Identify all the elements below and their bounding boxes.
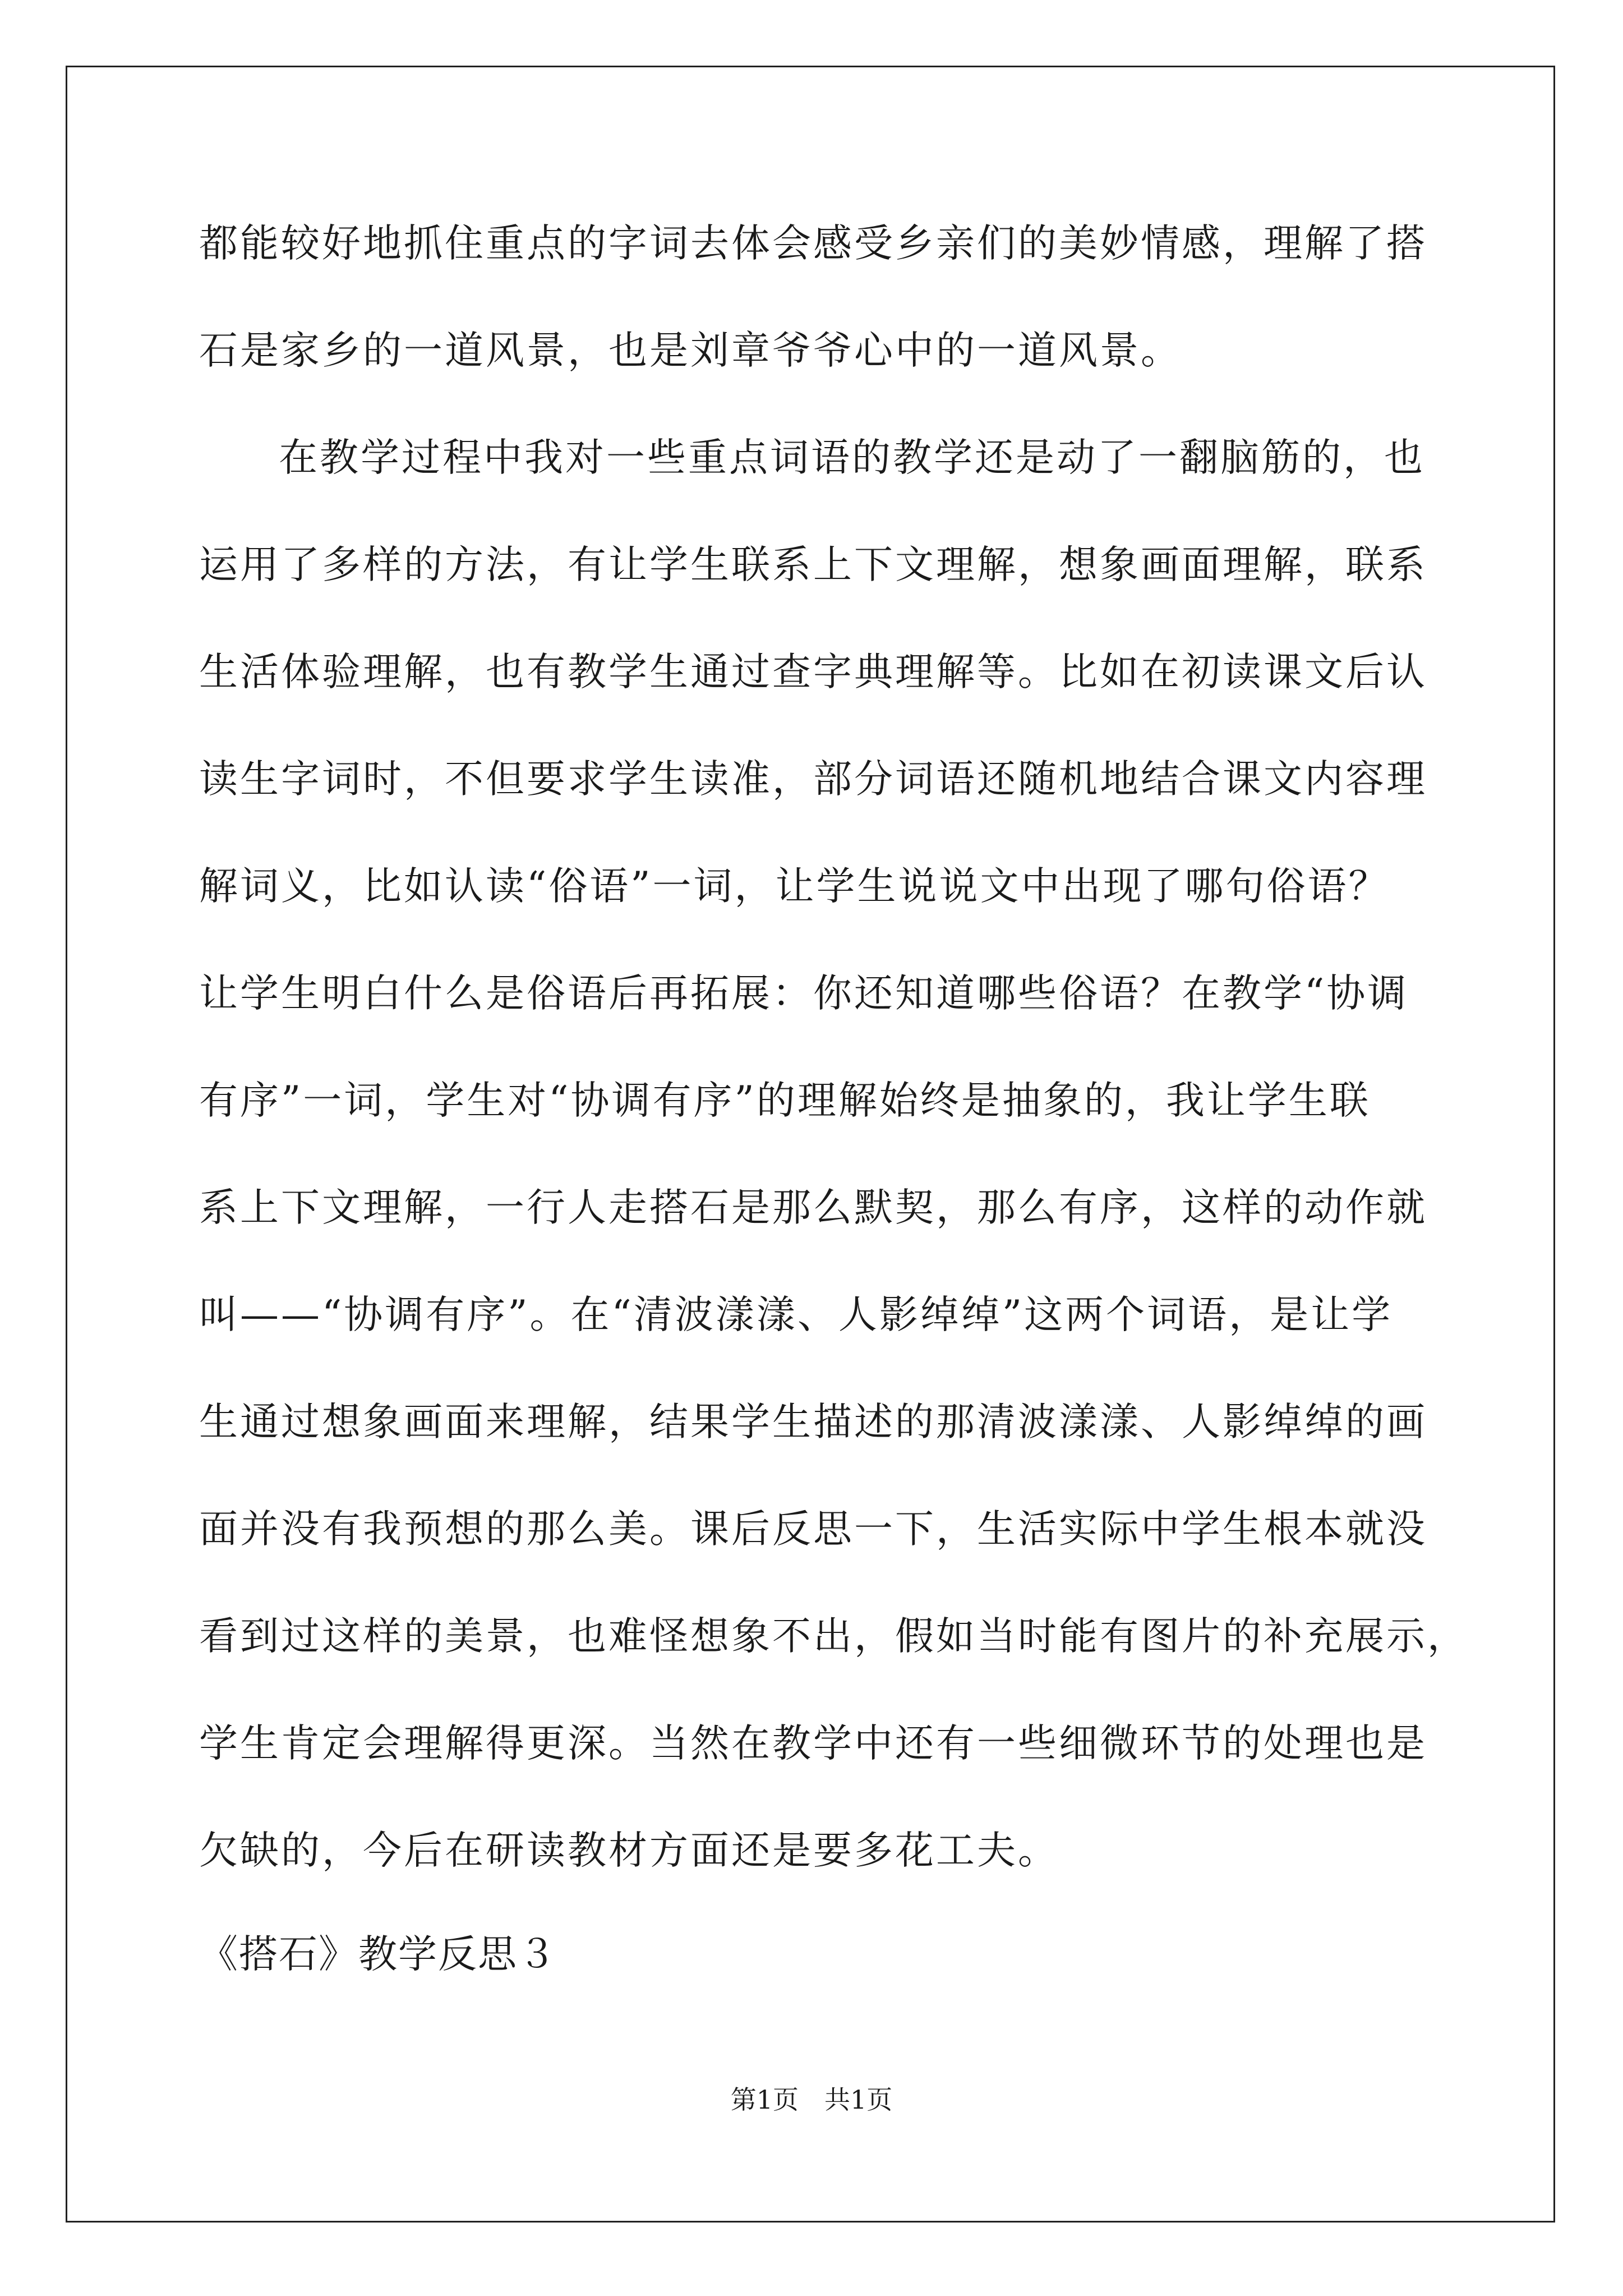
section-heading: 《搭石》教学反思３ — [199, 1932, 557, 1977]
body-line: 让学生明白什么是俗语后再拓展：你还知道哪些俗语？在教学“协调 — [199, 971, 1409, 1016]
body-line: 欠缺的，今后在研读教材方面还是要多花工夫。 — [199, 1828, 1059, 1873]
body-line: 石是家乡的一道风景，也是刘章爷爷心中的一道风景。 — [199, 328, 1182, 373]
body-line: 系上下文理解，一行人走搭石是那么默契，那么有序，这样的动作就 — [199, 1185, 1427, 1230]
body-line: 叫——“协调有序”。在“清波漾漾、人影绰绰”这两个词语，是让学 — [199, 1292, 1393, 1337]
body-line: 都能较好地抓住重点的字词去体会感受乡亲们的美妙情感，理解了搭 — [199, 221, 1427, 266]
paragraph-start-line: 在教学过程中我对一些重点词语的教学还是动了一翻脑筋的，也 — [279, 435, 1425, 480]
document-body — [199, 221, 1468, 1939]
body-line: 解词义，比如认读“俗语”一词，让学生说说文中出现了哪句俗语？ — [199, 864, 1390, 909]
body-line: 读生字词时，不但要求学生读准，部分词语还随机地结合课文内容理 — [199, 757, 1427, 802]
body-line: 运用了多样的方法，有让学生联系上下文理解，想象画面理解，联系 — [199, 542, 1427, 587]
body-line: 面并没有我预想的那么美。课后反思一下，生活实际中学生根本就没 — [199, 1507, 1427, 1552]
body-line: 生通过想象画面来理解，结果学生描述的那清波漾漾、人影绰绰的画 — [199, 1400, 1427, 1444]
body-line: 学生肯定会理解得更深。当然在教学中还有一些细微环节的处理也是 — [199, 1721, 1427, 1766]
body-line: 看到过这样的美景，也难怪想象不出，假如当时能有图片的补充展示， — [199, 1614, 1468, 1659]
body-line: 生活体验理解，也有教学生通过查字典理解等。比如在初读课文后认 — [199, 650, 1427, 694]
body-line: 有序”一词，学生对“协调有序”的理解始终是抽象的，我让学生联 — [199, 1078, 1371, 1123]
page-number-footer: 第1页 共1页 — [730, 2085, 893, 2115]
